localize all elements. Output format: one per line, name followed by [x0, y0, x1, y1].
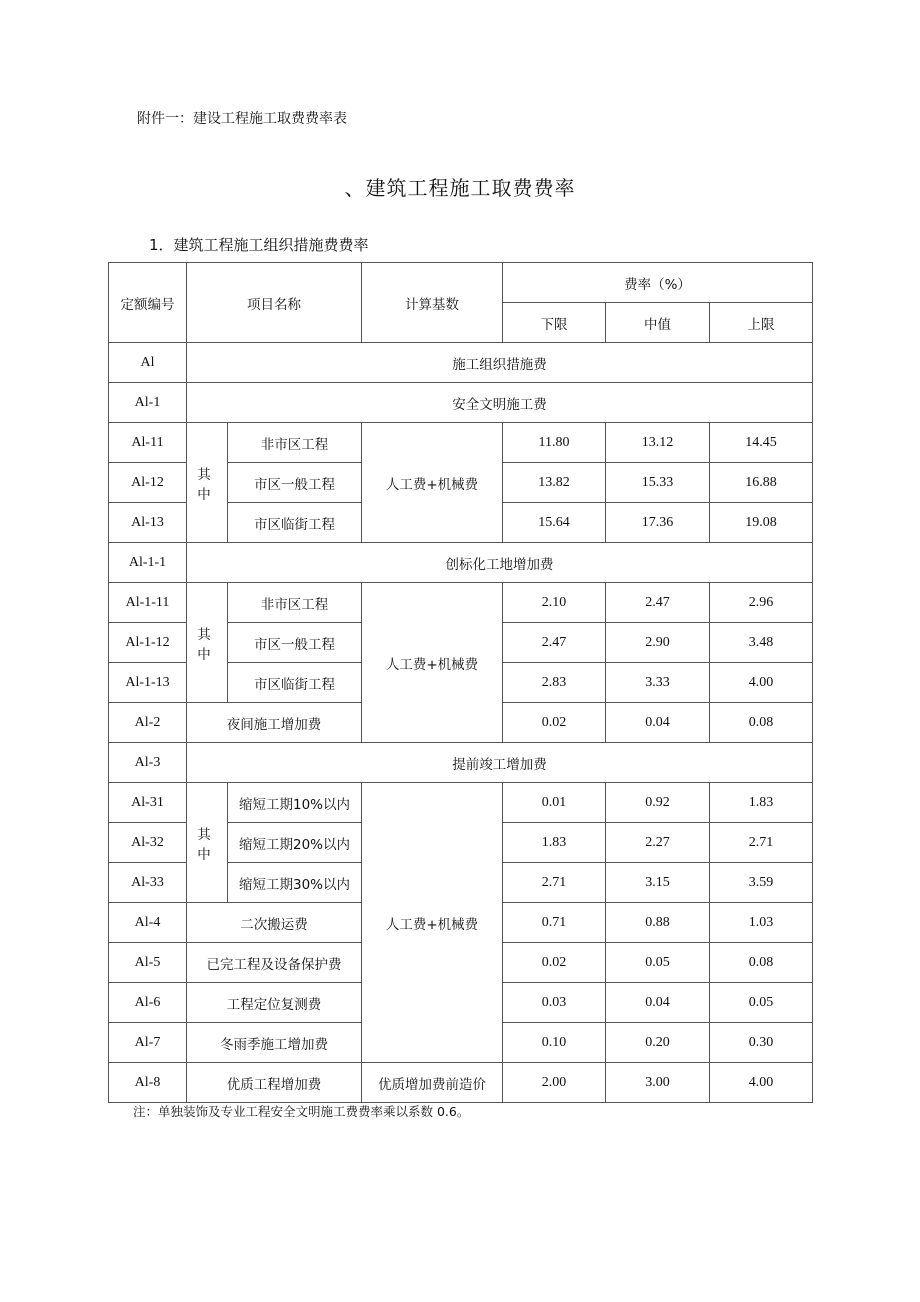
table-row: [109, 743, 813, 783]
table-row: [109, 783, 813, 823]
high-cell: 4.00: [710, 663, 813, 703]
name-cell: 优质工程增加费: [187, 1063, 362, 1103]
name-cell: 缩短工期10%以内: [228, 783, 362, 823]
attachment-label: 附件一：建设工程施工取费费率表: [137, 111, 347, 127]
header-row: [109, 263, 813, 303]
name-cell: 已完工程及设备保护费: [187, 943, 362, 983]
name-cell: 创标化工地增加费: [187, 543, 813, 583]
code-cell: Al-2: [109, 703, 187, 743]
code-cell: Al-1-13: [109, 663, 187, 703]
low-cell: 0.02: [503, 943, 606, 983]
table-row: [109, 383, 813, 423]
name-cell: 市区临街工程: [228, 503, 362, 543]
mid-cell: 0.04: [606, 703, 710, 743]
basis-cell: 人工费+机械费: [362, 783, 503, 1063]
name-cell: 非市区工程: [228, 583, 362, 623]
basis-cell: 优质增加费前造价: [362, 1063, 503, 1103]
high-cell: 0.05: [710, 983, 813, 1023]
high-cell: 14.45: [710, 423, 813, 463]
high-cell: 19.08: [710, 503, 813, 543]
name-cell: 缩短工期30%以内: [228, 863, 362, 903]
code-cell: Al-32: [109, 823, 187, 863]
header-code: 定额编号: [109, 263, 187, 343]
name-cell: 缩短工期20%以内: [228, 823, 362, 863]
high-cell: 1.83: [710, 783, 813, 823]
high-cell: 0.08: [710, 703, 813, 743]
table-row: [109, 583, 813, 623]
code-cell: Al-7: [109, 1023, 187, 1063]
basis-cell: 人工费+机械费: [362, 423, 503, 543]
mid-cell: 0.88: [606, 903, 710, 943]
header-mid: 中值: [606, 303, 710, 343]
mid-cell: 17.36: [606, 503, 710, 543]
mid-cell: 2.27: [606, 823, 710, 863]
low-cell: 15.64: [503, 503, 606, 543]
low-cell: 11.80: [503, 423, 606, 463]
low-cell: 0.10: [503, 1023, 606, 1063]
code-cell: Al-5: [109, 943, 187, 983]
mid-cell: 13.12: [606, 423, 710, 463]
mid-cell: 0.20: [606, 1023, 710, 1063]
low-cell: 0.03: [503, 983, 606, 1023]
sub-label-cell: 其 中: [187, 583, 228, 703]
high-cell: 0.30: [710, 1023, 813, 1063]
mid-cell: 3.00: [606, 1063, 710, 1103]
page-title: 、建筑工程施工取费费率: [344, 176, 576, 200]
low-cell: 2.10: [503, 583, 606, 623]
mid-cell: 2.90: [606, 623, 710, 663]
high-cell: 2.71: [710, 823, 813, 863]
high-cell: 3.48: [710, 623, 813, 663]
high-cell: 1.03: [710, 903, 813, 943]
low-cell: 2.00: [503, 1063, 606, 1103]
code-cell: Al-1-1: [109, 543, 187, 583]
header-rate: 费率（%）: [503, 263, 813, 303]
code-cell: Al-6: [109, 983, 187, 1023]
code-cell: Al-8: [109, 1063, 187, 1103]
name-cell: 工程定位复测费: [187, 983, 362, 1023]
low-cell: 2.71: [503, 863, 606, 903]
low-cell: 13.82: [503, 463, 606, 503]
high-cell: 3.59: [710, 863, 813, 903]
high-cell: 0.08: [710, 943, 813, 983]
code-cell: Al-12: [109, 463, 187, 503]
header-basis: 计算基数: [362, 263, 503, 343]
code-cell: Al-11: [109, 423, 187, 463]
code-cell: Al-13: [109, 503, 187, 543]
low-cell: 1.83: [503, 823, 606, 863]
code-cell: Al-4: [109, 903, 187, 943]
code-cell: Al-1: [109, 383, 187, 423]
mid-cell: 3.33: [606, 663, 710, 703]
mid-cell: 15.33: [606, 463, 710, 503]
high-cell: 2.96: [710, 583, 813, 623]
code-cell: Al-1-11: [109, 583, 187, 623]
name-cell: 市区一般工程: [228, 623, 362, 663]
table-row: [109, 343, 813, 383]
high-cell: 4.00: [710, 1063, 813, 1103]
mid-cell: 0.92: [606, 783, 710, 823]
header-high: 上限: [710, 303, 813, 343]
sub-label-cell: 其 中: [187, 783, 228, 903]
low-cell: 2.83: [503, 663, 606, 703]
mid-cell: 3.15: [606, 863, 710, 903]
mid-cell: 0.04: [606, 983, 710, 1023]
table-row: [109, 423, 813, 463]
table-row: [109, 1063, 813, 1103]
basis-cell: 人工费+机械费: [362, 583, 503, 743]
name-cell: 市区临街工程: [228, 663, 362, 703]
fee-rate-table: [108, 262, 813, 1103]
mid-cell: 0.05: [606, 943, 710, 983]
code-cell: Al-31: [109, 783, 187, 823]
name-cell: 安全文明施工费: [187, 383, 813, 423]
sub-label-cell: 其 中: [187, 423, 228, 543]
low-cell: 0.01: [503, 783, 606, 823]
name-cell: 提前竣工增加费: [187, 743, 813, 783]
footnote: 注：单独装饰及专业工程安全文明施工费费率乘以系数 0.6。: [133, 1104, 470, 1119]
high-cell: 16.88: [710, 463, 813, 503]
code-cell: Al: [109, 343, 187, 383]
code-cell: Al-1-12: [109, 623, 187, 663]
table-row: [109, 543, 813, 583]
header-low: 下限: [503, 303, 606, 343]
name-cell: 冬雨季施工增加费: [187, 1023, 362, 1063]
code-cell: Al-33: [109, 863, 187, 903]
name-cell: 施工组织措施费: [187, 343, 813, 383]
mid-cell: 2.47: [606, 583, 710, 623]
section-title: 1．建筑工程施工组织措施费费率: [149, 236, 369, 254]
name-cell: 二次搬运费: [187, 903, 362, 943]
code-cell: Al-3: [109, 743, 187, 783]
name-cell: 夜间施工增加费: [187, 703, 362, 743]
low-cell: 2.47: [503, 623, 606, 663]
low-cell: 0.71: [503, 903, 606, 943]
header-name: 项目名称: [187, 263, 362, 343]
low-cell: 0.02: [503, 703, 606, 743]
name-cell: 市区一般工程: [228, 463, 362, 503]
name-cell: 非市区工程: [228, 423, 362, 463]
